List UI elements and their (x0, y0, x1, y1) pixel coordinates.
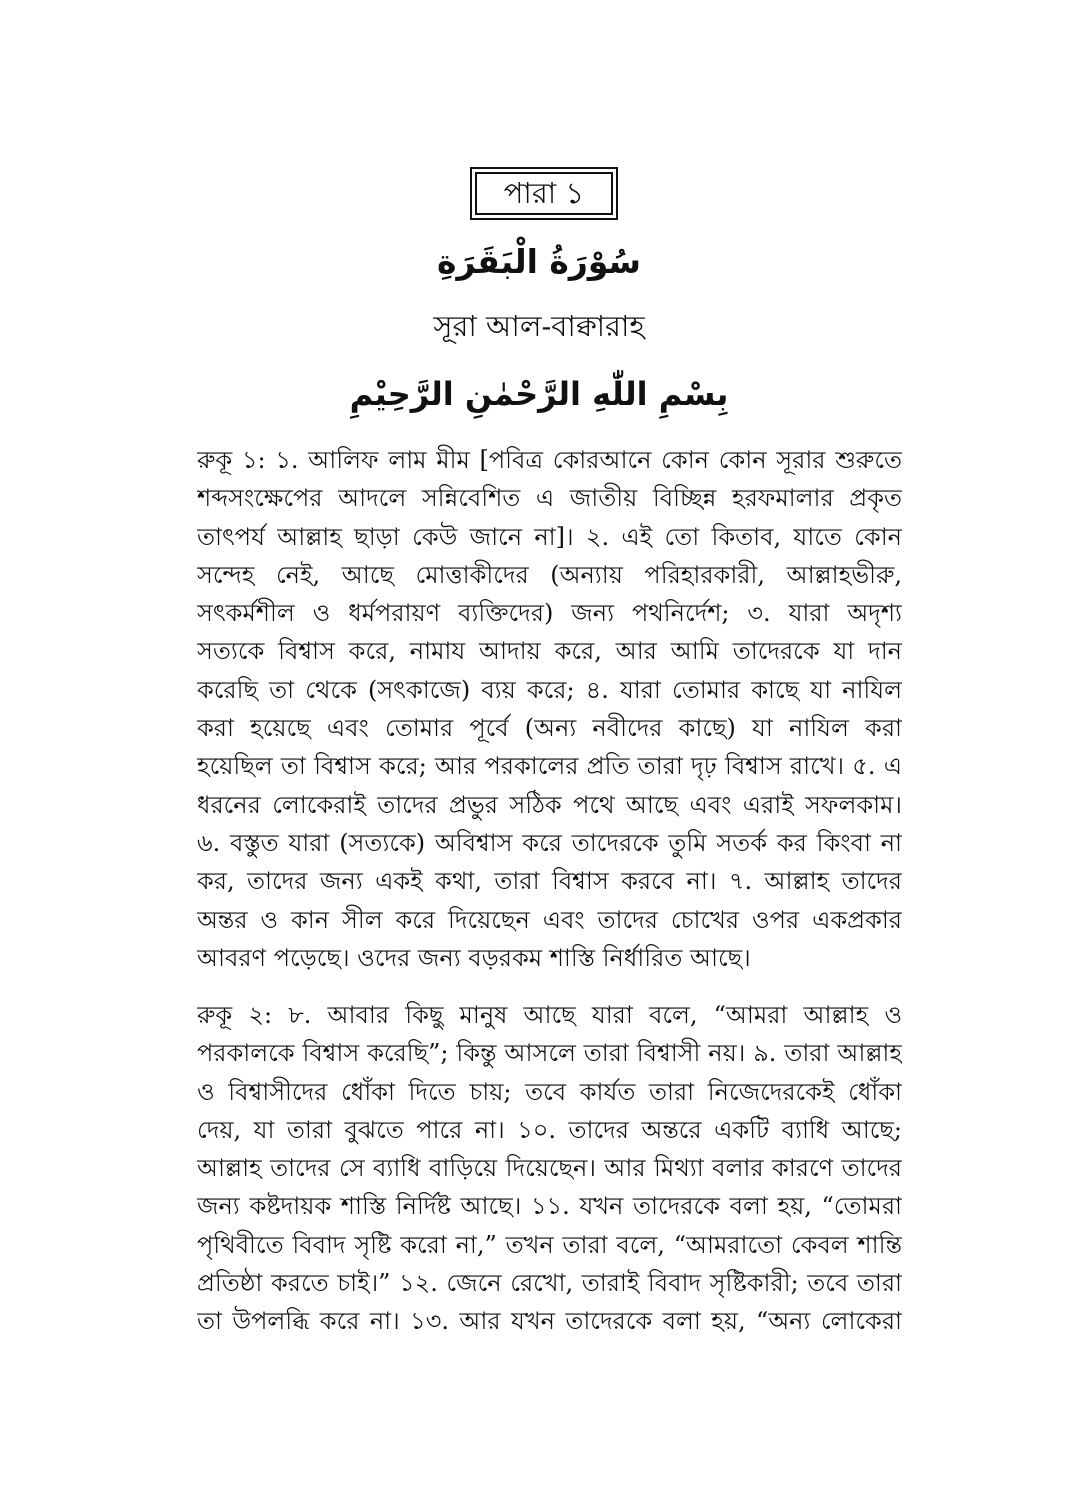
text-line: করেছি তা থেকে (সৎকাজে) ব্যয় করে; ৪. যারা তোমার কাছে যা নাযিল (197, 675, 902, 704)
text-line: দেয়, যা তারা বুঝতে পারে না। ১০. তাদের অন্তরে একটি ব্যাধি আছে; (197, 1115, 902, 1144)
text-line: তা উপলব্ধি করে না। ১৩. আর যখন তাদেরকে বলা হয়, “অন্য লোকেরা (197, 1307, 902, 1336)
text-line: অন্তর ও কান সীল করে দিয়েছেন এবং তাদের চোখের ওপর একপ্রকার (197, 905, 902, 934)
paragraph-ruku-2 (197, 996, 902, 1341)
para-number-box (470, 167, 618, 220)
text-line: প্রতিষ্ঠা করতে চাই।” ১২. জেনে রেখো, তারাই বিবাদ সৃষ্টিকারী; তবে তারা (197, 1269, 902, 1298)
basmala: بِسْمِ اللّٰهِ الرَّحْمٰنِ الرَّحِيْمِ (349, 375, 729, 413)
surah-title-arabic: سُوْرَةُ الْبَقَرَةِ (436, 242, 642, 281)
text-line: রুকূ ২: ৮. আবার কিছু মানুষ আছে যারা বলে, “আমরা আল্লাহ ও (197, 1001, 902, 1029)
text-line: পৃথিবীতে বিবাদ সৃষ্টি করো না,” তখন তারা বলে, “আমরাতো কেবল শান্তি (197, 1230, 902, 1259)
text-line: সৎকর্মশীল ও ধর্মপরায়ণ ব্যক্তিদের) জন্য পথনির্দেশ; ৩. যারা অদৃশ্য (197, 599, 902, 628)
text-line: ও বিশ্বাসীদের ধোঁকা দিতে চায়; তবে কার্যত তারা নিজেদেরকেই ধোঁকা (197, 1077, 902, 1106)
text-line: শব্দসংক্ষেপের আদলে সন্নিবেশিত এ জাতীয় বিচ্ছিন্ন হরফমালার প্রকৃত (197, 484, 902, 513)
text-line: রুকূ ১: ১. আলিফ লাম মীম [পবিত্র কোরআনে কোন কোন সূরার শুরুতে (197, 446, 902, 474)
text-line: সন্দেহ নেই, আছে মোত্তাকীদের (অন্যায় পরিহারকারী, আল্লাহভীরু, (197, 560, 902, 589)
text-line: হয়েছিল তা বিশ্বাস করে; আর পরকালের প্রতি তারা দৃঢ় বিশ্বাস রাখে। ৫. এ (197, 752, 902, 781)
surah-title-bengali: সূরা আল-বাক্বারাহ (433, 309, 645, 343)
text-line: কর, তাদের জন্য একই কথা, তারা বিশ্বাস করবে না। ৭. আল্লাহ তাদের (197, 867, 902, 896)
text-line: ধরনের লোকেরাই তাদের প্রভুর সঠিক পথে আছে এবং এরাই সফলকাম। (197, 790, 902, 819)
para-number-label: পারা ১ (475, 172, 613, 215)
paragraph-ruku-1 (197, 441, 902, 977)
text-line: তাৎপর্য আল্লাহ ছাড়া কেউ জানে না]। ২. এই তো কিতাব, যাতে কোন (197, 522, 902, 551)
text-line: সত্যকে বিশ্বাস করে, নামায আদায় করে, আর আমি তাদেরকে যা দান (197, 637, 902, 666)
text-line: আল্লাহ তাদের সে ব্যাধি বাড়িয়ে দিয়েছেন। আর মিথ্যা বলার কারণে তাদের (197, 1154, 902, 1183)
text-line: পরকালকে বিশ্বাস করেছি”; কিন্তু আসলে তারা বিশ্বাসী নয়। ৯. তারা আল্লাহ (197, 1039, 902, 1068)
text-line: ৬. বস্তুত যারা (সত্যকে) অবিশ্বাস করে তাদেরকে তুমি সতর্ক কর কিংবা না (197, 828, 902, 857)
text-line: জন্য কষ্টদায়ক শাস্তি নির্দিষ্ট আছে। ১১. যখন তাদেরকে বলা হয়, “তোমরা (197, 1192, 902, 1221)
text-line: আবরণ পড়েছে। ওদের জন্য বড়রকম শাস্তি নির্ধারিত আছে। (197, 943, 751, 972)
text-line: করা হয়েছে এবং তোমার পূর্বে (অন্য নবীদের কাছে) যা নাযিল করা (197, 714, 902, 743)
